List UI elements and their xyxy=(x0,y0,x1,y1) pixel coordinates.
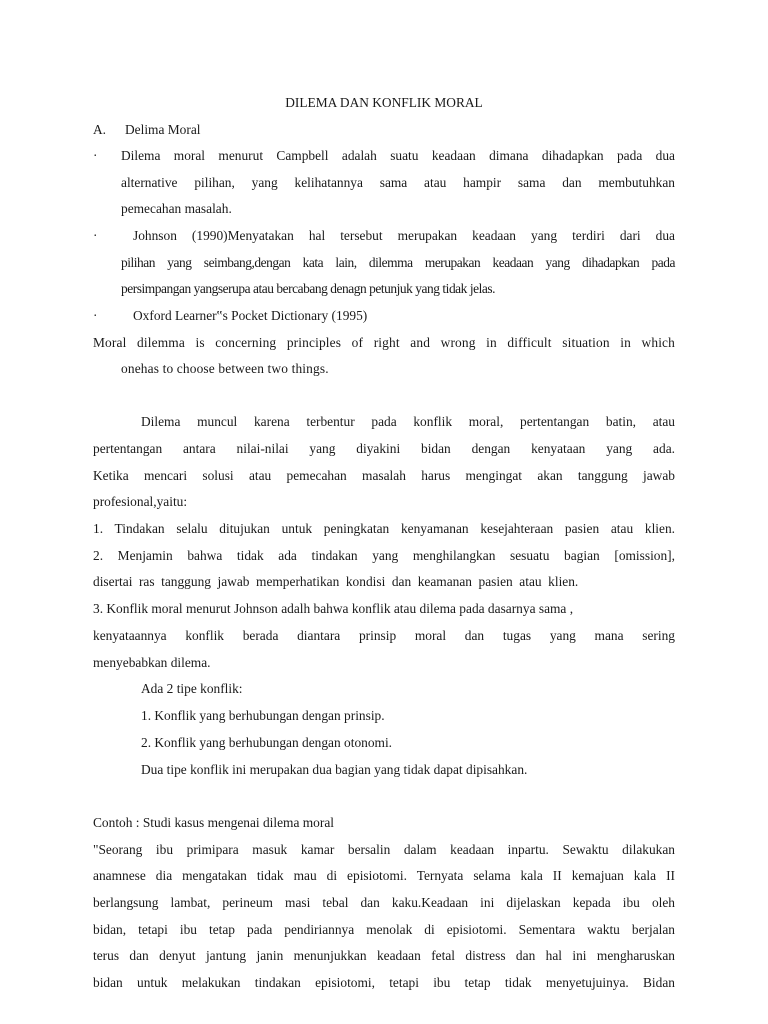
case-study-line-2: anamnese dia mengatakan tidak mau di episiotomi. Ternyata selama kala II kemajuan kala II xyxy=(93,868,675,883)
section-a-heading: Delima Moral xyxy=(125,122,201,137)
bullet-marker: · xyxy=(93,228,98,243)
conflict-types-intro: Ada 2 tipe konflik: xyxy=(141,681,243,696)
case-study-line-5: terus dan denyut jantung janin menunjukkan keadaan fetal distress dan hal ini mengharuskan xyxy=(93,948,675,963)
paragraph-1-line-3: Ketika mencari solusi atau pemecahan masalah harus mengingat akan tanggung jawab xyxy=(93,468,675,483)
bullet-3-line-1: Oxford Learner‟s Pocket Dictionary (1995) xyxy=(133,308,368,323)
paragraph-1-line-4: profesional,yaitu: xyxy=(93,494,188,509)
conflict-types-summary: Dua tipe konflik ini merupakan dua bagian yang tidak dapat dipisahkan. xyxy=(141,762,528,777)
bullet-marker: · xyxy=(93,308,98,323)
definition-line-1: Moral dilemma is concerning principles of right and wrong in difficult situation in which xyxy=(93,335,675,350)
case-study-line-3: berlangsung lambat, perineum masi tebal dan kaku.Keadaan ini dijelaskan kepada ibu oleh xyxy=(93,895,675,910)
numbered-item-1: 1. Tindakan selalu ditujukan untuk peningkatan kenyamanan kesejahteraan pasien atau klien. xyxy=(93,521,675,536)
example-heading: Contoh : Studi kasus mengenai dilema moral xyxy=(93,815,334,830)
section-a-marker: A. xyxy=(93,122,107,137)
conflict-type-1: 1. Konflik yang berhubungan dengan prinsip. xyxy=(141,708,385,723)
case-study-line-1: "Seorang ibu primipara masuk kamar bersalin dalam keadaan inpartu. Sewaktu dilakukan xyxy=(93,842,675,857)
numbered-item-2-line-2: disertai ras tanggung jawab memperhatikan kondisi dan keamanan pasien atau klien. xyxy=(93,574,579,589)
paragraph-1-line-1: Dilema muncul karena terbentur pada konflik moral, pertentangan batin, atau xyxy=(141,414,675,429)
bullet-2-line-2: pilihan yang seimbang,dengan kata lain, dilemma merupakan keadaan yang dihadapkan pada xyxy=(121,255,675,270)
numbered-item-2-line-1: 2. Menjamin bahwa tidak ada tindakan yang menghilangkan sesuatu bagian [omission], xyxy=(93,548,675,563)
case-study-line-4: bidan, tetapi ibu tetap pada pendiriannya menolak di episiotomi. Sementara waktu berjalan xyxy=(93,922,675,937)
definition-line-2: onehas to choose between two things. xyxy=(121,361,329,376)
numbered-item-3-line-2: kenyataannya konflik berada diantara prinsip moral dan tugas yang mana sering xyxy=(93,628,675,643)
bullet-2-line-3: persimpangan yangserupa atau bercabang denagn petunjuk yang tidak jelas. xyxy=(121,281,496,296)
bullet-2-line-1: Johnson (1990)Menyatakan hal tersebut merupakan keadaan yang terdiri dari dua xyxy=(133,228,675,243)
conflict-type-2: 2. Konflik yang berhubungan dengan otonomi. xyxy=(141,735,393,750)
paragraph-1-line-2: pertentangan antara nilai-nilai yang diyakini bidan dengan kenyataan yang ada. xyxy=(93,441,675,456)
case-study-line-6: bidan untuk melakukan tindakan episiotomi, tetapi ibu tetap tidak menyetujuinya. Bidan xyxy=(93,975,675,990)
numbered-item-3-line-3: menyebabkan dilema. xyxy=(93,655,211,670)
bullet-1-line-3: pemecahan masalah. xyxy=(121,201,232,216)
bullet-1-line-1: Dilema moral menurut Campbell adalah suatu keadaan dimana dihadapkan pada dua xyxy=(121,148,675,163)
numbered-item-3-line-1: 3. Konflik moral menurut Johnson adalh bahwa konflik atau dilema pada dasarnya sama , xyxy=(93,601,574,616)
bullet-1-line-2: alternative pilihan, yang kelihatannya sama atau hampir sama dan membutuhkan xyxy=(121,175,675,190)
bullet-marker: · xyxy=(93,148,98,163)
document-title: DILEMA DAN KONFLIK MORAL xyxy=(285,95,483,110)
